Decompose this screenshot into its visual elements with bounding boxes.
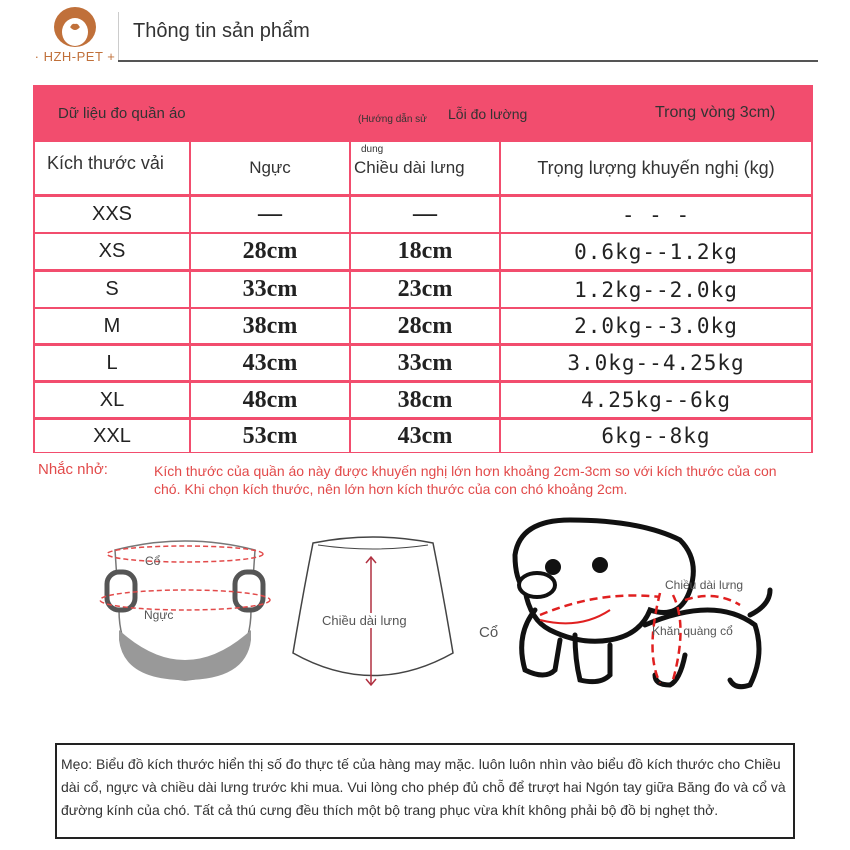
brand-logo — [20, 5, 130, 67]
cell-size: XS — [35, 234, 189, 269]
cell-weight: - - - — [501, 197, 811, 232]
dog-neck-label: Cổ — [479, 624, 499, 641]
band-error: Lỗi đo lường — [448, 106, 528, 122]
cell-back: — — [351, 197, 499, 232]
cell-back: 23cm — [351, 272, 499, 307]
band-range: Trong vòng 3cm) — [655, 104, 776, 121]
header-chest: Ngực — [191, 142, 349, 194]
cell-back: 28cm — [351, 309, 499, 343]
cell-weight: 4.25kg--6kg — [501, 383, 811, 417]
cell-size: M — [35, 309, 189, 343]
back-length-label: Chiều dài lưng — [322, 613, 407, 628]
header-size: Kích thước vải — [35, 142, 189, 194]
cell-weight: 0.6kg--1.2kg — [501, 234, 811, 269]
header-dung: dung — [361, 144, 384, 155]
garment-front-diagram — [95, 530, 275, 690]
cell-size: L — [35, 346, 189, 380]
header-back-label: Chiều dài lưng — [354, 158, 465, 177]
header-weight: Trọng lượng khuyến nghị (kg) — [501, 142, 811, 194]
divider — [118, 12, 119, 62]
dog-diagram — [495, 515, 775, 700]
cell-chest: 38cm — [191, 309, 349, 343]
cell-weight: 1.2kg--2.0kg — [501, 272, 811, 307]
brand-name: · HZH-PET + — [34, 49, 116, 64]
cell-chest: — — [191, 197, 349, 232]
size-chart-table — [33, 85, 813, 453]
cell-chest: 33cm — [191, 272, 349, 307]
chest-label: Ngực — [144, 608, 174, 622]
cell-back: 38cm — [351, 383, 499, 417]
cell-size: XXS — [35, 197, 189, 232]
cell-back: 43cm — [351, 420, 499, 452]
dog-scarf-label: Khăn quàng cổ — [652, 624, 733, 638]
header-back-length — [351, 142, 499, 194]
reminder-label: Nhắc nhở: — [38, 461, 108, 478]
page-title: Thông tin sản phẩm — [133, 20, 310, 42]
cell-size: XXL — [35, 420, 189, 452]
cell-back: 33cm — [351, 346, 499, 380]
dog-back-label: Chiều dài lưng — [665, 578, 744, 592]
band-label: Dữ liệu đo quần áo — [58, 105, 186, 122]
cell-size: S — [35, 272, 189, 307]
cell-weight: 2.0kg--3.0kg — [501, 309, 811, 343]
neck-label: Cổ — [145, 554, 161, 568]
cell-weight: 3.0kg--4.25kg — [501, 346, 811, 380]
dog-face-logo-icon — [20, 5, 130, 51]
cell-chest: 48cm — [191, 383, 349, 417]
cell-back: 18cm — [351, 234, 499, 269]
reminder-text: Kích thước của quần áo này được khuyến nghị lớn hơn khoảng 2cm-3cm so với kích thước của con chó. Khi chọn kích thước, nên lớn hơn kích thước của con chó khoảng 2cm. — [154, 463, 777, 497]
cell-chest: 53cm — [191, 420, 349, 452]
cell-size: XL — [35, 383, 189, 417]
cell-chest: 43cm — [191, 346, 349, 380]
band-guide: (Hướng dẫn sử — [358, 114, 427, 125]
tip-box: Mẹo: Biểu đồ kích thước hiển thị số đo thực tế của hàng may mặc. luôn luôn nhìn vào biểu đồ kích thước cho Chiều dài cổ, ngực và chiều dài lưng trước khi mua. Vui lòng cho phép đủ chỗ để trượt hai Ngón tay giữa Băng đo và cổ và đường kính của chó. Tất cả thú cưng đều thích một bộ trang phục vừa khít không phải bộ đồ bị nghẹt thở. — [55, 743, 795, 839]
divider — [118, 60, 818, 62]
cell-weight: 6kg--8kg — [501, 420, 811, 452]
cell-chest: 28cm — [191, 234, 349, 269]
